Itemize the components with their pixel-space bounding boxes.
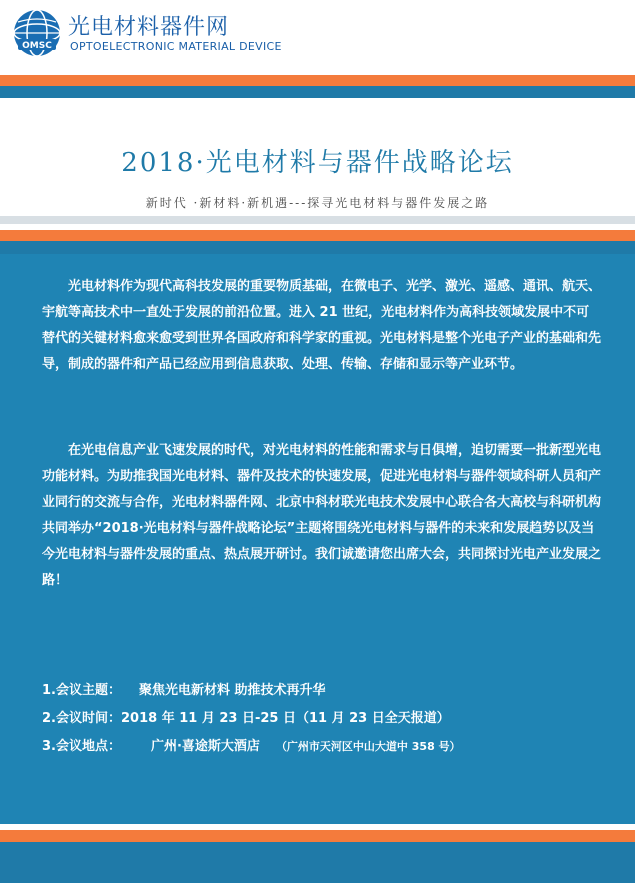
event-title: 2018·光电材料与器件战略论坛 bbox=[121, 148, 514, 178]
time-label: 2.会议时间： bbox=[42, 711, 121, 726]
content-panel bbox=[0, 254, 635, 824]
meeting-time bbox=[42, 707, 602, 726]
place-value: 广州·喜途斯大酒店 bbox=[150, 739, 260, 754]
divider-stripe-orange bbox=[0, 75, 635, 86]
divider-stripe-blue bbox=[0, 241, 635, 254]
globe-logo-icon bbox=[12, 8, 62, 58]
event-subtitle: 新时代 ·新材料·新机遇---探寻光电材料与器件发展之路 bbox=[145, 196, 490, 210]
divider-stripe-blue bbox=[0, 86, 635, 98]
place-address: （广州市天河区中山大道中 358 号） bbox=[275, 740, 461, 753]
site-name-en: OPTOELECTRONIC MATERIAL DEVICE bbox=[70, 40, 282, 53]
theme-value: 聚焦光电新材料 助推技术再升华 bbox=[138, 683, 326, 698]
divider-stripe-gray bbox=[0, 216, 635, 224]
footer-stripe-orange bbox=[0, 830, 635, 842]
meeting-theme bbox=[42, 679, 602, 698]
divider-stripe-orange bbox=[0, 230, 635, 241]
forum-paragraph: 在光电信息产业飞速发展的时代，对光电材料的性能和需求与日俱增，迫切需要一批新型光电功能材料。为助推我国光电材料、器件及技术的快速发展，促进光电材料与器件领域科研人员和产业同行的交流与合作，光电材料器件网、北京中科材联光电技术发展中心联合各大高校与科研机构共同举办“2018·光电材料与器件战略论坛”主题将围绕光电材料与器件的未来和发展趋势以及当今光电材料与器件发展的重点、热点展开研讨。我们诚邀请您出席大会，共同探讨光电产业发展之路！ bbox=[42, 443, 602, 588]
site-name-cn: 光电材料器件网 bbox=[68, 15, 230, 40]
logo-text: OMSC bbox=[22, 41, 52, 51]
meeting-place bbox=[42, 735, 602, 754]
place-label: 3.会议地点： bbox=[42, 739, 121, 754]
theme-label: 1.会议主题： bbox=[42, 683, 121, 698]
site-header bbox=[0, 0, 635, 72]
time-value: 2018 年 11 月 23 日-25 日（11 月 23 日全天报道） bbox=[120, 711, 450, 726]
intro-paragraph: 光电材料作为现代高科技发展的重要物质基础，在微电子、光学、激光、遥感、通讯、航天、宇航等高技术中一直处于发展的前沿位置。进入 21 世纪，光电材料作为高科技领域发展中不可替代的关键材料愈来愈受到世界各国政府和科学家的重视。光电材料是整个光电子产业的基础和先导，制成的器件和产品已经应用到信息获取、处理、传输、存储和显示等产业环节。 bbox=[42, 279, 602, 372]
footer-stripe-blue bbox=[0, 842, 635, 883]
